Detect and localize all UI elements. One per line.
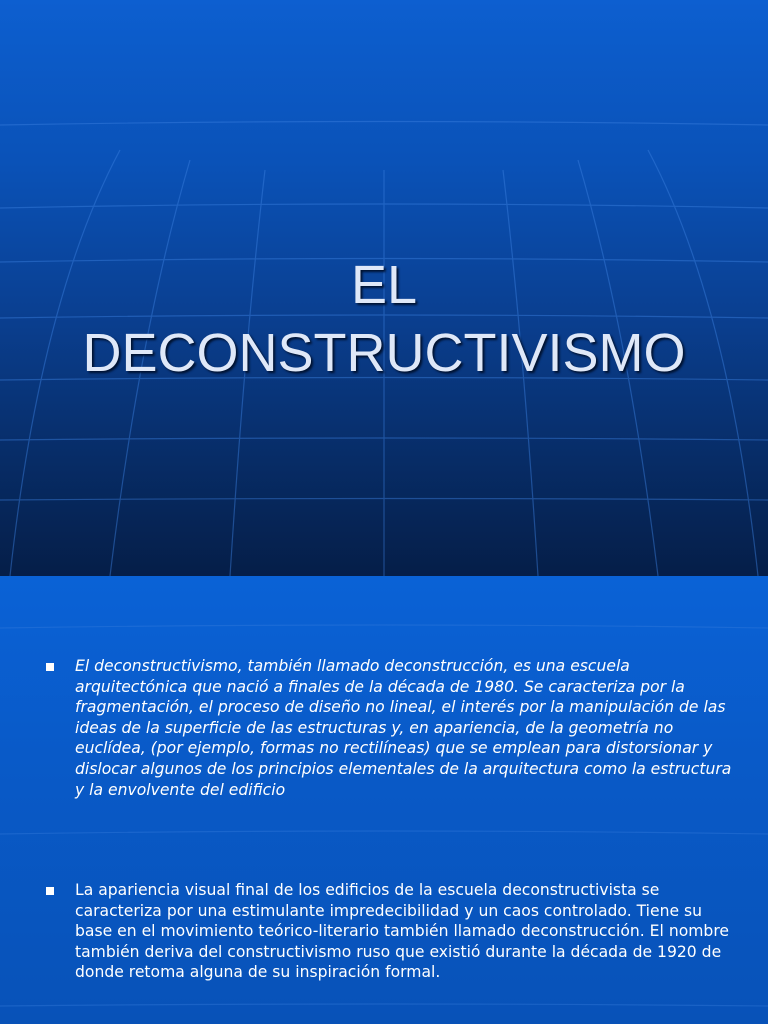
content-slide xyxy=(0,576,768,1024)
title-line-1: EL xyxy=(350,255,418,315)
bullet-paragraph-2: La apariencia visual final de los edificios de la escuela deconstructivista se caracteriza por una estimulante impredecibilidad y un caos controlado. Tiene su base en el movimiento teórico-literario también llamado deconstrucción. El nombre también deriva del constructivismo ruso que existió durante la década de 1920 de donde retoma alguna de su inspiración formal. xyxy=(75,881,729,982)
bullet-marker xyxy=(46,663,54,671)
bullet-paragraph-1: El deconstructivismo, también llamado deconstrucción, es una escuela arquitectónica que nació a finales de la década de 1980. Se caracteriza por la fragmentación, el proceso de diseño no lineal, el interés por la manipulación de las ideas de la superficie de las estructuras y, en apariencia, de la geometría no euclídea, (por ejemplo, formas no rectilíneas) que se emplean para distorsionar y dislocar algunos de los principios elementales de la arquitectura como la estructura y la envolvente del edificio xyxy=(75,657,732,799)
bullet-marker xyxy=(46,887,54,895)
title-line-2: DECONSTRUCTIVISMO xyxy=(82,323,686,383)
